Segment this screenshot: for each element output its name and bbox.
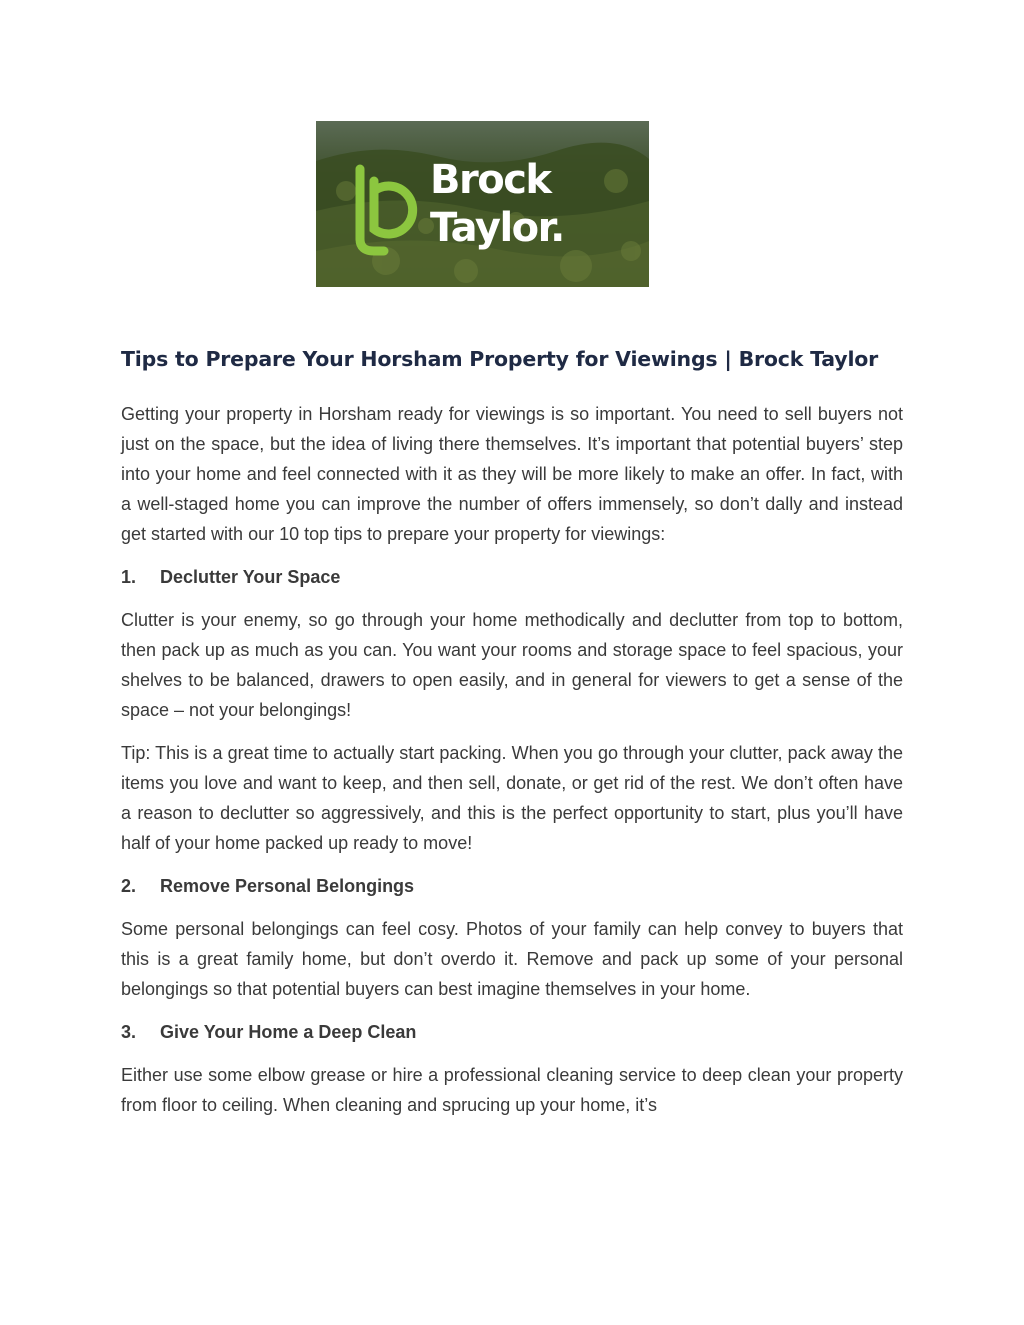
section-paragraph: Clutter is your enemy, so go through your home methodically and declutter from top to bottom, then pack up as much as you can. You want your rooms and storage space to feel spacious, your shelves to be balanced, drawers to open easily, and in general for viewers to get a sense of the space – not your belongings!: [121, 610, 903, 720]
section-title: Remove Personal Belongings: [160, 876, 415, 896]
section-number: 2.: [121, 876, 137, 896]
section-title: Give Your Home a Deep Clean: [160, 1022, 417, 1042]
section-paragraph: Some personal belongings can feel cosy. Photos of your family can help convey to buyers that this is a great family home, but don’t overdo it. Remove and pack up some of your personal belongings so that potential buyers can best imagine themselves in your home.: [121, 919, 903, 999]
brock-taylor-logo: [316, 121, 649, 287]
section-number: 1.: [121, 567, 137, 587]
section-title: Declutter Your Space: [160, 567, 341, 587]
logo-text-line2: Taylor.: [430, 205, 564, 251]
page-title: Tips to Prepare Your Horsham Property for Viewings | Brock Taylor: [121, 347, 879, 371]
section-heading: [121, 1017, 903, 1047]
section-heading: [121, 562, 903, 592]
section-heading: [121, 871, 903, 901]
section-number: 3.: [121, 1022, 137, 1042]
logo-text-line1: Brock: [430, 157, 551, 203]
intro-paragraph: Getting your property in Horsham ready for viewings is so important. You need to sell buyers not just on the space, but the idea of living there themselves. It’s important that potential buyers’ step into your home and feel connected with it as they will be more likely to make an offer. In fact, with a well-staged home you can improve the number of offers immensely, so don’t dally and instead get started with our 10 top tips to prepare your property for viewings:: [121, 404, 903, 544]
article: [121, 340, 903, 1133]
tip-paragraph: Tip: This is a great time to actually start packing. When you go through your clutter, pack away the items you love and want to keep, and then sell, donate, or get rid of the rest. We don’t often have a reason to declutter so aggressively, and this is the perfect opportunity to start, plus you’ll have half of your home packed up ready to move!: [121, 743, 903, 853]
section-paragraph: Either use some elbow grease or hire a professional cleaning service to deep clean your property from floor to ceiling. When cleaning and sprucing up your home, it’s: [121, 1065, 903, 1115]
